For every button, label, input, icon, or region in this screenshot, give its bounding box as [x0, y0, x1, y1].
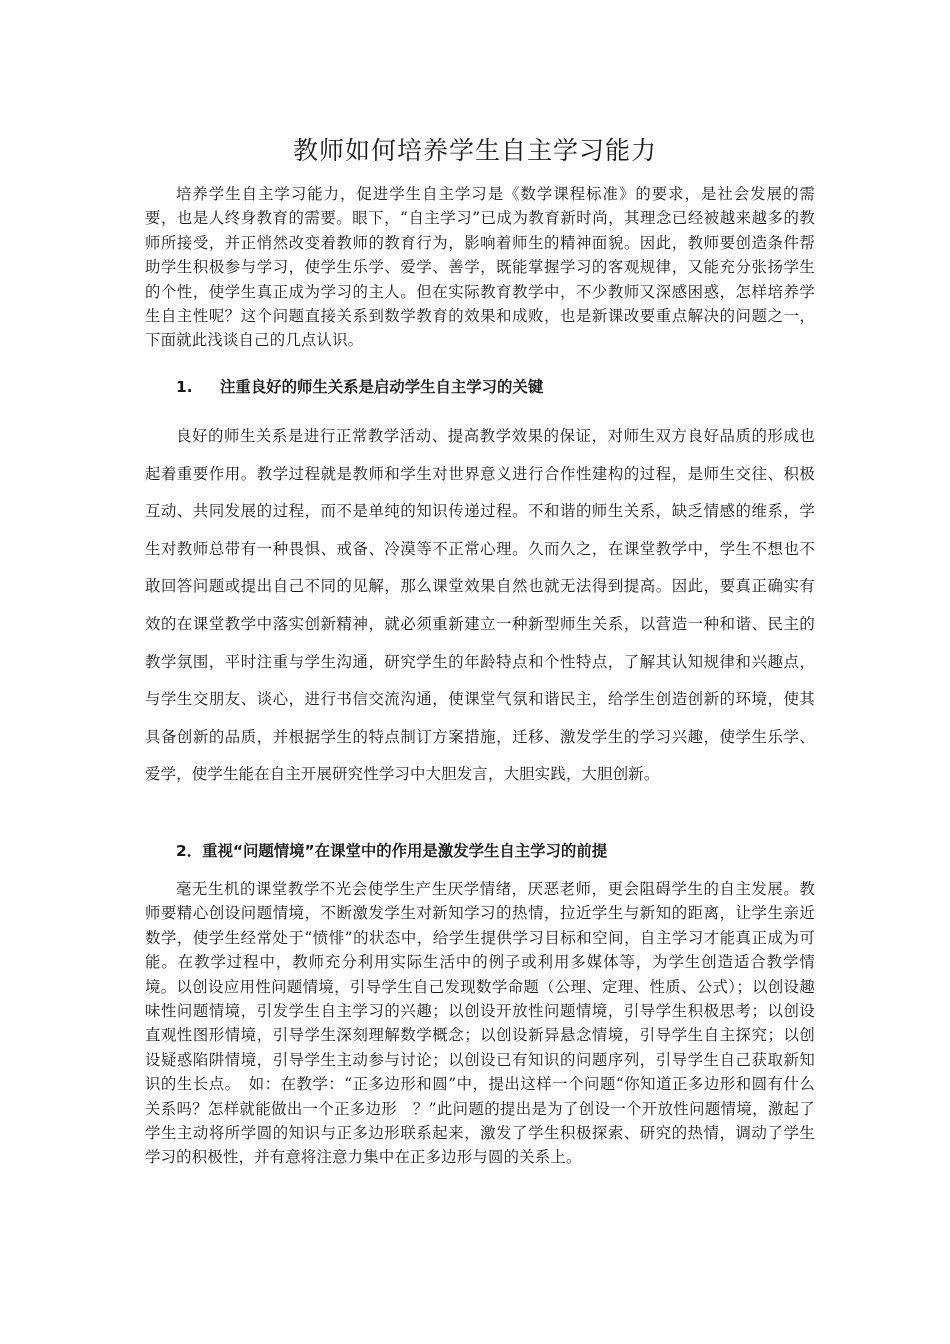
section-1-title: 注重良好的师生关系是启动学生自主学习的关键	[220, 378, 544, 396]
section-2-heading: 2．重视“问题情境”在课堂中的作用是激发学生自主学习的前提	[176, 842, 608, 860]
document-title: 教师如何培养学生自主学习能力	[292, 136, 657, 165]
section-1-paragraph: 良好的师生关系是进行正常教学活动、提高教学效果的保证，对师生双方良好品质的形成也起着重要作用。教学过程就是教师和学生对世界意义进行合作性建构的过程，是师生交往、积极互动、共同发展的过程，而不是单纯的知识传递过程。不和谐的师生关系，缺乏情感的维系，学生对教师总带有一种畏惧、戒备、冷漠等不正常心理。久而久之，在课堂教学中，学生不想也不敢回答问题或提出自己不同的见解，那么课堂效果自然也就无法得到提高。因此，要真正确实有效的在课堂教学中落实创新精神，就必须重新建立一种新型师生关系，以营造一种和谐、民主的教学氛围，平时注重与学生沟通，研究学生的年龄特点和个性特点，了解其认知规律和兴趣点，与学生交朋友、谈心，进行书信交流沟通，使课堂气氛和谐民主，给学生创造创新的环境，使其具备创新的品质，并根据学生的特点制订方案措施，迁移、激发学生的学习兴趣，使学生乐学、爱学，使学生能在自主开展研究性学习中大胆发言，大胆实践，大胆创新。	[145, 427, 815, 784]
intro-paragraph: 培养学生自主学习能力，促进学生自主学习是《数学课程标准》的要求，是社会发展的需要，也是人终身教育的需要。眼下，“自主学习”已成为教育新时尚，其理念已经被越来越多的教师所接受，并正悄然改变着教师的教育行为，影响着师生的精神面貌。因此，教师要创造条件帮助学生积极参与学习，使学生乐学、爱学、善学，既能掌握学习的客观规律，又能充分张扬学生的个性，使学生真正成为学习的主人。但在实际教育教学中，不少教师又深感困惑，怎样培养学生自主性呢？这个问题直接关系到数学教育的效果和成败，也是新课改要重点解决的问题之一，下面就此浅谈自己的几点认识。	[145, 185, 815, 350]
section-2-paragraph: 毫无生机的课堂教学不光会使学生产生厌学情绪，厌恶老师，更会阻碍学生的自主发展。教师要精心创设问题情境，不断激发学生对新知学习的热情，拉近学生与新知的距离，让学生亲近数学，使学生经常处于“愤悱”的状态中，给学生提供学习目标和空间，自主学习才能真正成为可能。在教学过程中，教师充分利用实际生活中的例子或利用多媒体等，为学生创造适合教学情境。以创设应用性问题情境，引导学生自己发现数学命题（公理、定理、性质、公式）；以创设趣味性问题情境，引发学生自主学习的兴趣；以创设开放性问题情境，引导学生积极思考；以创设直观性图形情境，引导学生深刻理解数学概念；以创设新异悬念情境，引导学生自主探究；以创设疑惑陷阱情境，引导学生主动参与讨论；以创设已有知识的问题序列，引导学生自己获取新知识的生长点。 如：在教学：“正多边形和圆”中，提出这样一个问题“你知道正多边形和圆有什么关系吗？怎样就能做出一个正多边形 ？”此问题的提出是为了创设一个开放性问题情境，激起了学生主动将所学圆的知识与正多边形联系起来，激发了学生积极探索、研究的热情，调动了学生学习的积极性，并有意将注意力集中在正多边形与圆的关系上。	[145, 880, 815, 1167]
section-1-heading	[176, 376, 543, 398]
section-1-number: 1.	[176, 378, 193, 396]
